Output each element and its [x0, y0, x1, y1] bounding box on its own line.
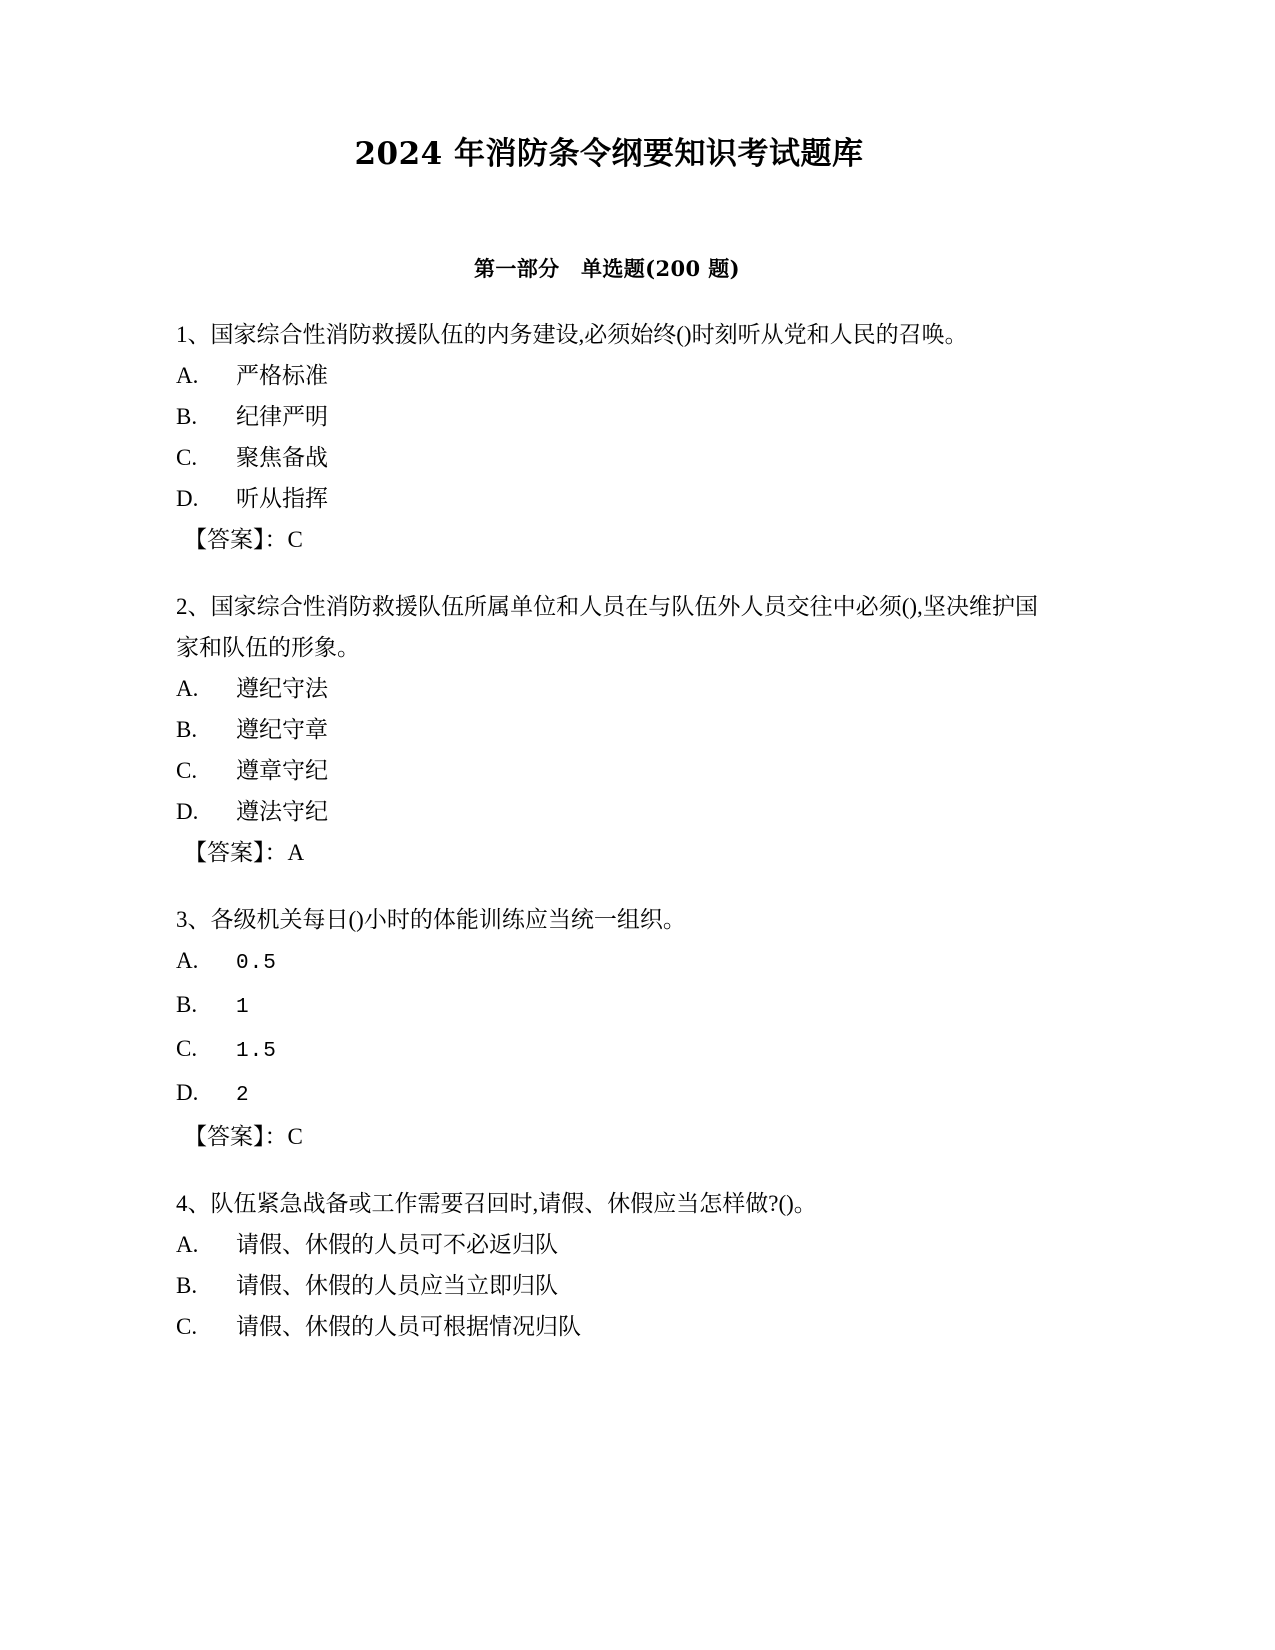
option-row [176, 1224, 1038, 1265]
option-row [176, 791, 1038, 832]
option-text: 2 [236, 1084, 250, 1107]
answer-prefix: 【答案】： [184, 840, 288, 865]
section-spacer [176, 284, 1038, 314]
answer-line [176, 832, 1038, 873]
option-row [176, 437, 1038, 478]
option-text: 遵纪守章 [236, 717, 328, 742]
option-text: 0.5 [236, 952, 277, 975]
option-text: 请假、休假的人员可根据情况归队 [236, 1314, 581, 1339]
option-row [176, 1072, 1038, 1116]
answer-value: A [287, 840, 305, 865]
answer-prefix: 【答案】： [184, 527, 288, 552]
option-row [176, 1265, 1038, 1306]
option-text: 聚焦备战 [236, 445, 328, 470]
option-label: B. [176, 1273, 198, 1298]
option-row [176, 984, 1038, 1028]
option-label: B. [176, 717, 198, 742]
question-list [176, 314, 1038, 1347]
option-label: D. [176, 799, 199, 824]
option-text: 请假、休假的人员应当立即归队 [236, 1273, 558, 1298]
answer-value: C [287, 527, 303, 552]
answer-prefix: 【答案】： [184, 1124, 288, 1149]
option-row [176, 940, 1038, 984]
option-row [176, 709, 1038, 750]
option-label: C. [176, 758, 198, 783]
option-label: B. [176, 992, 198, 1017]
option-label: B. [176, 404, 198, 429]
question-text: 3、各级机关每日()小时的体能训练应当统一组织。 [176, 907, 686, 932]
section-heading: 第一部分 单选题(200 题) [473, 256, 741, 281]
option-text: 严格标准 [236, 363, 328, 388]
option-text: 请假、休假的人员可不必返归队 [236, 1232, 558, 1257]
option-row [176, 1306, 1038, 1347]
option-label: C. [176, 1036, 198, 1061]
option-label: C. [176, 1314, 198, 1339]
question-block [176, 1183, 1038, 1347]
question-block [176, 899, 1038, 1157]
option-text: 遵章守纪 [236, 758, 328, 783]
answer-line [176, 519, 1038, 560]
answer-line [176, 1116, 1038, 1157]
option-row [176, 668, 1038, 709]
question-text: 2、国家综合性消防救援队伍所属单位和人员在与队伍外人员交往中必须(),坚决维护国家和队伍的形象。 [176, 594, 1038, 660]
option-label: A. [176, 1232, 199, 1257]
page-title: 2024 年消防条令纲要知识考试题库 [354, 136, 864, 172]
option-row [176, 750, 1038, 791]
option-row [176, 396, 1038, 437]
option-label: D. [176, 486, 199, 511]
title-spacer [176, 176, 1038, 254]
option-label: D. [176, 1080, 199, 1105]
option-text: 听从指挥 [236, 486, 328, 511]
option-label: A. [176, 363, 199, 388]
option-text: 1.5 [236, 1040, 277, 1063]
option-row [176, 478, 1038, 519]
question-text: 1、国家综合性消防救援队伍的内务建设,必须始终()时刻听从党和人民的召唤。 [176, 322, 968, 347]
document-content [176, 132, 1038, 1347]
option-label: A. [176, 676, 199, 701]
option-label: C. [176, 445, 198, 470]
question-block [176, 314, 1038, 560]
option-text: 遵法守纪 [236, 799, 328, 824]
answer-value: C [287, 1124, 303, 1149]
option-label: A. [176, 948, 199, 973]
question-block [176, 586, 1038, 873]
option-row [176, 1028, 1038, 1072]
option-text: 1 [236, 996, 250, 1019]
option-row [176, 355, 1038, 396]
option-text: 遵纪守法 [236, 676, 328, 701]
question-text: 4、队伍紧急战备或工作需要召回时,请假、休假应当怎样做?()。 [176, 1191, 817, 1216]
option-text: 纪律严明 [236, 404, 328, 429]
